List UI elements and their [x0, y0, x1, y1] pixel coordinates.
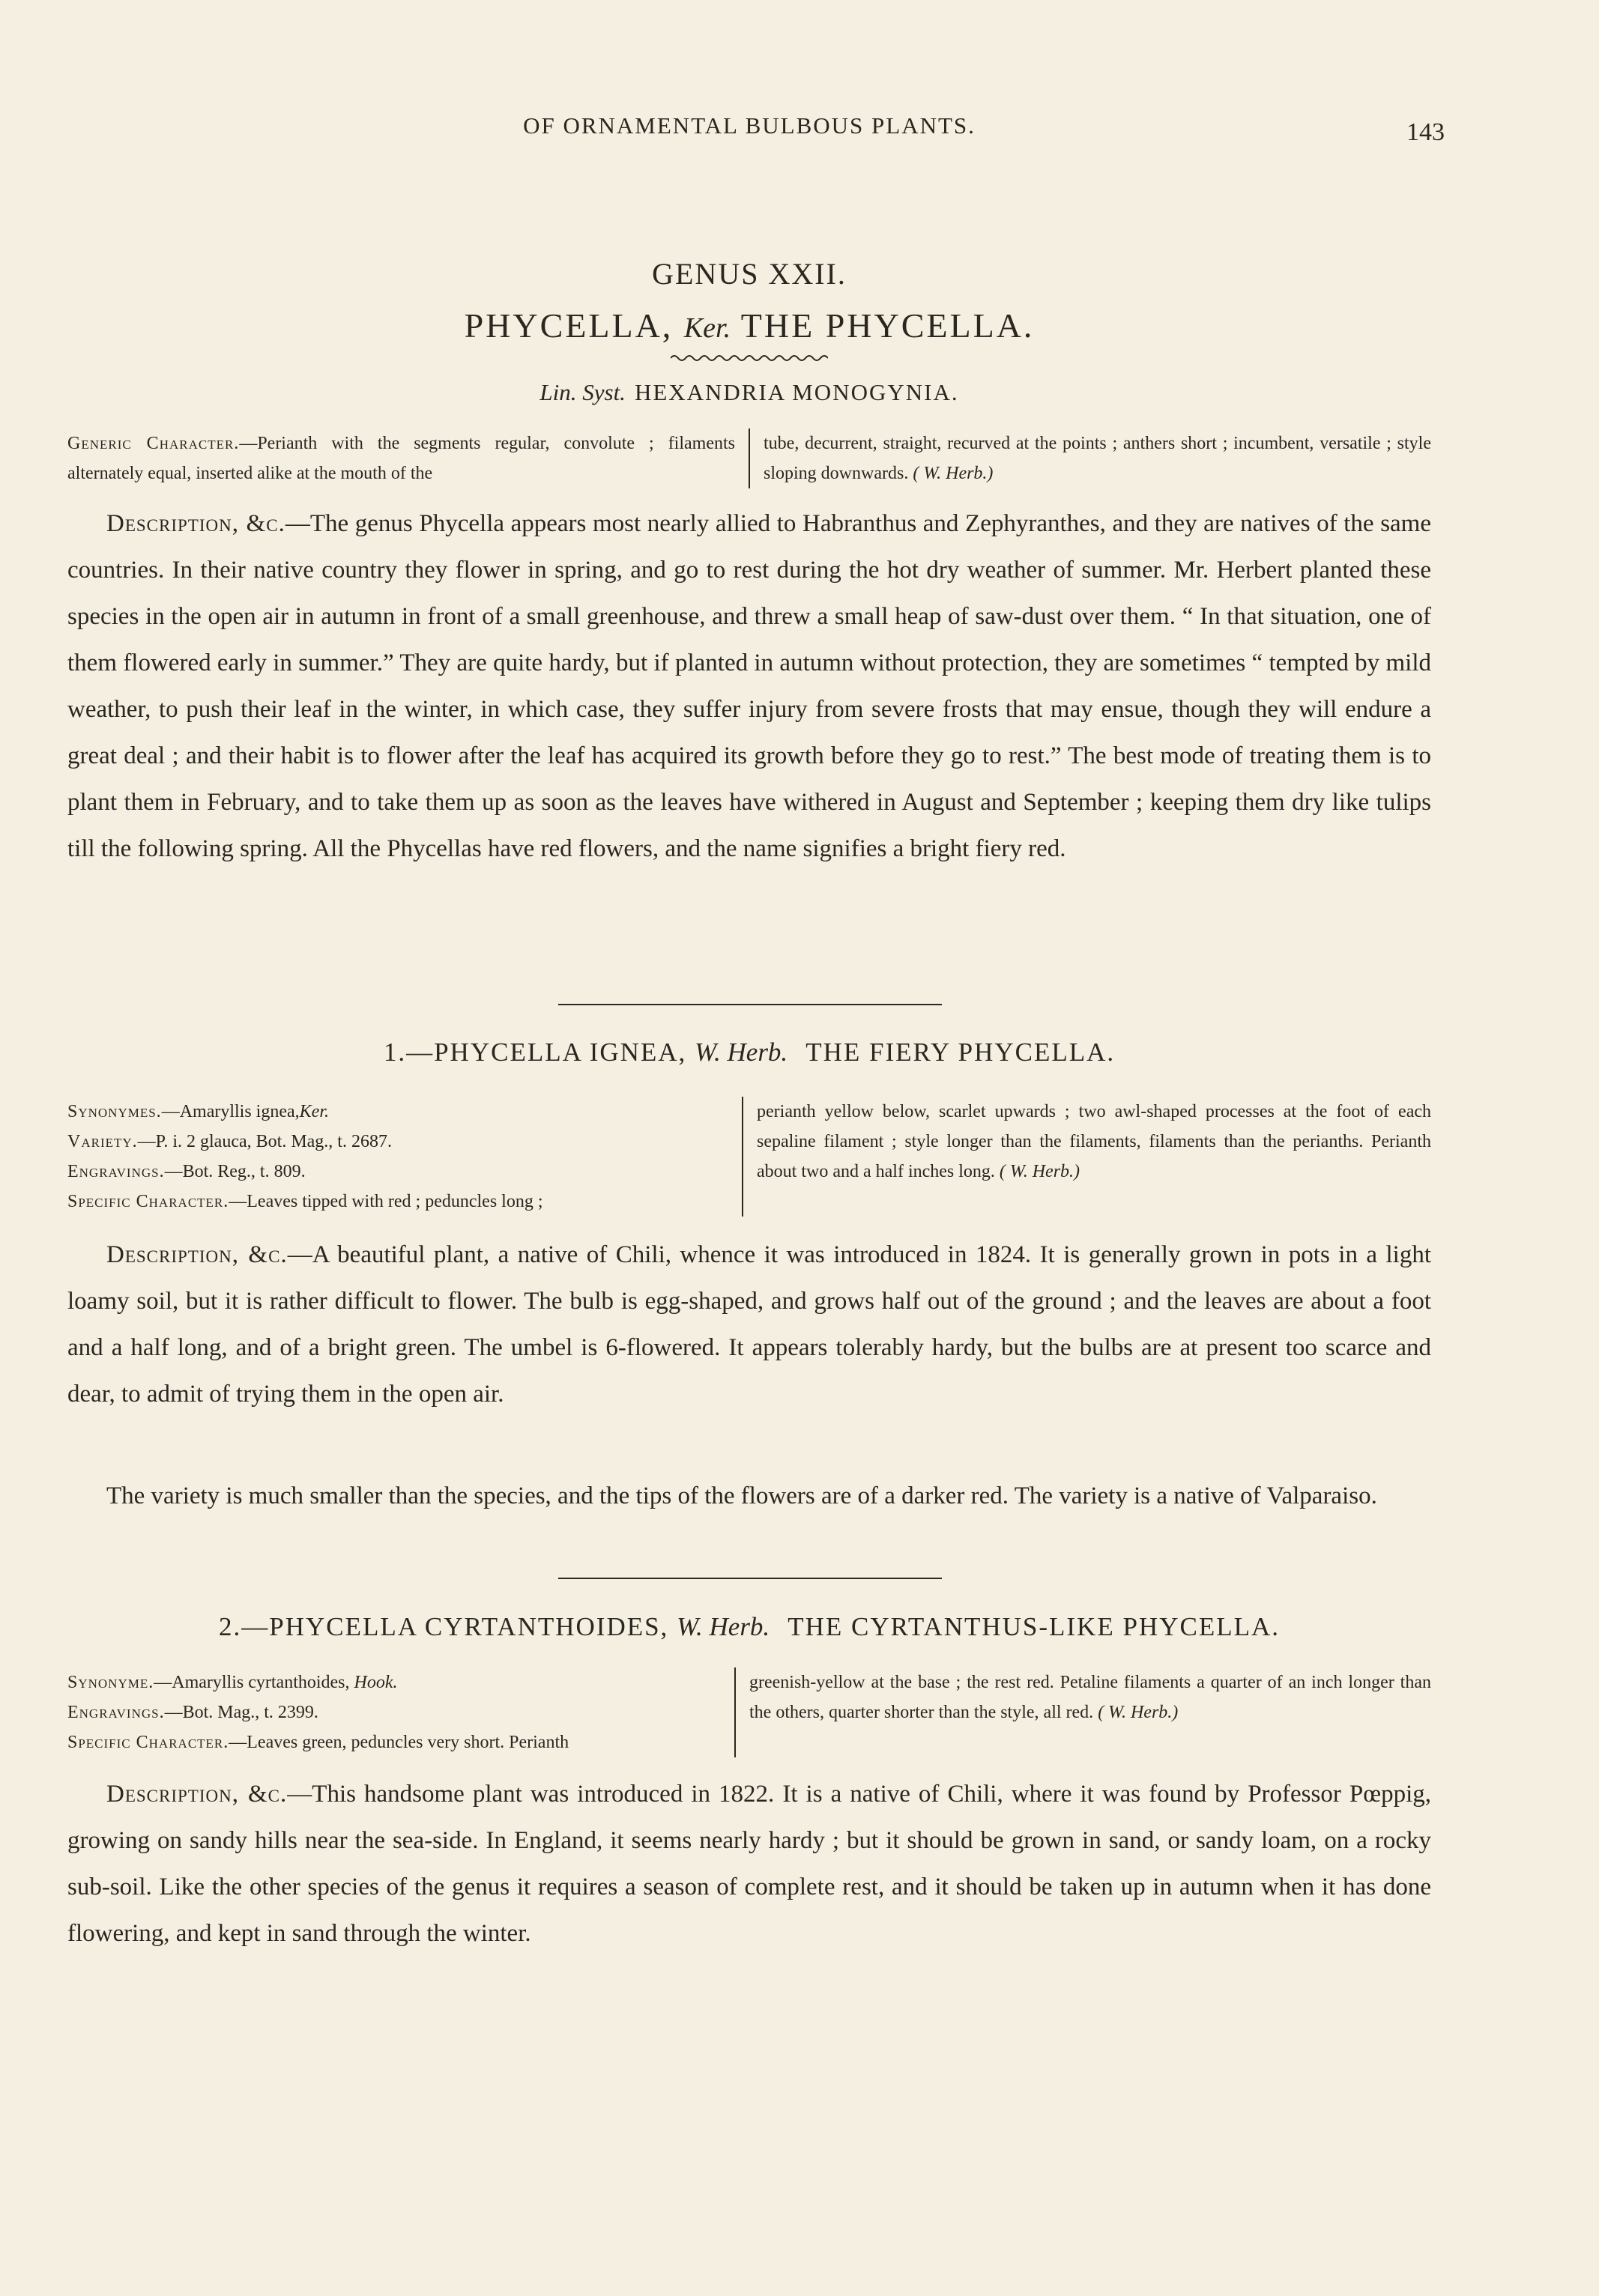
species2-common-name: THE CYRTANTHUS-LIKE PHYCELLA.: [788, 1612, 1280, 1641]
generic-character-label: Generic Character.: [67, 434, 240, 453]
section-divider: [558, 1004, 942, 1005]
page: [67, 0, 1445, 2296]
genus-authority: Ker.: [683, 312, 731, 344]
species2-description: [67, 1771, 1431, 1957]
species2-name: 2.—PHYCELLA CYRTANTHOIDES,: [219, 1612, 669, 1641]
species2-engravings: Engravings.—Bot. Mag., t. 2399.: [67, 1703, 318, 1722]
species1-specific-character: Specific Character.—Leaves tipped with red ; peduncles long ;: [67, 1192, 543, 1211]
species2-citation: ( W. Herb.): [1098, 1703, 1179, 1722]
section-divider: [558, 1578, 942, 1579]
species1-common-name: THE FIERY PHYCELLA.: [805, 1038, 1116, 1067]
generic-character: [67, 428, 1431, 488]
species1-name: 1.—PHYCELLA IGNEA,: [383, 1038, 687, 1067]
species1-character-text: perianth yellow below, scarlet upwards ; two awl-shaped processes at the foot of each sepaline filament ; style longer than the filaments, filaments than the perianths. Perianth about two and a half inches long.: [757, 1102, 1431, 1181]
wavy-rule: [671, 352, 828, 364]
running-head: OF ORNAMENTAL BULBOUS PLANTS.: [523, 112, 976, 139]
species1-description: [67, 1232, 1431, 1417]
generic-character-right: [750, 428, 1431, 488]
species2-character-left: [67, 1668, 734, 1757]
generic-character-left: [67, 428, 749, 488]
species1-description-text: —A beautiful plant, a native of Chili, whence it was introduced in 1824. It is generally grown in pots in a light loamy soil, but it is rather difficult to flower. The bulb is egg-shaped, and grows half out of the ground ; and the leaves are about a foot and a half long, and of a bright green. The umbel is 6-flowered. It appears tolerably hardy, but the bulbs are at present too scarce and dear, to admit of trying them in the open air.: [67, 1241, 1431, 1408]
species2-character: [67, 1668, 1431, 1757]
species1-citation: ( W. Herb.): [999, 1162, 1080, 1181]
species2-character-right: [736, 1668, 1431, 1757]
genus-description: [67, 500, 1431, 872]
species2-heading: [67, 1612, 1431, 1642]
species2-specific-character: Specific Character.—Leaves green, peduncles very short. Perianth: [67, 1733, 569, 1752]
genus-description-lead: Description, &c.: [106, 510, 285, 537]
genus-description-text: —The genus Phycella appears most nearly allied to Habranthus and Zephyranthes, and they are natives of the same countries. In their native country they flower in spring, and go to rest during the hot dry weather of summer. Mr. Herbert planted these species in the open air in autumn in front of a small greenhouse, and threw a small heap of saw-dust over them. “ In that situation, one of them flowered early in summer.” They are quite hardy, but if planted in autumn without protection, they are sometimes “ tempted by mild weather, to push their leaf in the winter, in which case, they suffer injury from severe frosts that may ensue, though they will endure a great deal ; and their habit is to flower after the leaf has acquired its growth before they go to rest.” The best mode of treating them is to plant them in February, and to take them up as soon as the leaves have withered in August and September ; keeping them dry like tulips till the following spring. All the Phycellas have red flowers, and the name signifies a bright fiery red.: [67, 510, 1431, 862]
species2-description-lead: Description, &c.: [106, 1781, 288, 1808]
species1-description-lead: Description, &c.: [106, 1241, 288, 1268]
species1-character-right: [743, 1097, 1431, 1217]
generic-character-text-right: tube, decurrent, straight, recurved at the points ; anthers short ; incumbent, versatile ; style sloping downwards.: [764, 434, 1431, 483]
species1-synonymes: Synonymes.—Amaryllis ignea,Ker.: [67, 1102, 329, 1121]
species1-heading: [67, 1038, 1431, 1067]
linnean-label: Lin. Syst.: [539, 379, 626, 405]
species1-authority: W. Herb.: [695, 1038, 788, 1067]
species2-description-text: —This handsome plant was introduced in 1822. It is a native of Chili, where it was found by Professor Pœppig, growing on sandy hills near the sea-side. In England, it seems nearly hardy ; but it should be grown in sand, or sandy loam, on a rocky sub-soil. Like the other species of the genus it requires a season of complete rest, and it should be taken up in autumn when it has done flowering, and kept in sand through the winter.: [67, 1781, 1431, 1947]
species1-variety: Variety.—P. i. 2 glauca, Bot. Mag., t. 2687.: [67, 1132, 392, 1151]
species2-character-text: greenish-yellow at the base ; the rest red. Petaline filaments a quarter of an inch longer than the others, quarter shorter than the style, all red.: [749, 1673, 1431, 1722]
species1-character: [67, 1097, 1431, 1217]
linnean-system: [67, 379, 1431, 406]
species1-variety-note: The variety is much smaller than the species, and the tips of the flowers are of a darker red. The variety is a native of Valparaiso.: [106, 1482, 1377, 1509]
genus-name: PHYCELLA,: [464, 306, 674, 345]
linnean-class: HEXANDRIA MONOGYNIA.: [634, 379, 959, 405]
species2-authority: W. Herb.: [677, 1612, 770, 1641]
genus-title: [67, 306, 1431, 345]
generic-character-text-left: —Perianth with the segments regular, convolute ; filaments alternately equal, inserted alike at the mouth of the: [67, 434, 735, 483]
genus-common-name: THE PHYCELLA.: [740, 306, 1035, 345]
generic-character-citation: ( W. Herb.): [913, 464, 994, 483]
species1-engravings: Engravings.—Bot. Reg., t. 809.: [67, 1162, 306, 1181]
species1-character-left: [67, 1097, 742, 1217]
genus-label: GENUS XXII.: [652, 257, 847, 291]
species2-synonyme: Synonyme.—Amaryllis cyrtanthoides, Hook.: [67, 1673, 398, 1692]
page-number: 143: [1406, 118, 1445, 146]
